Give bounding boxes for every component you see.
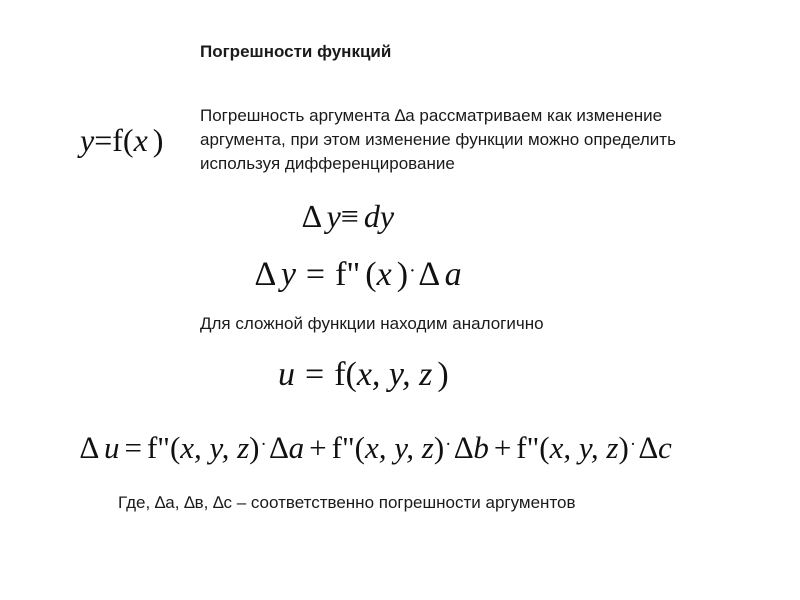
formula-c: c xyxy=(657,430,672,465)
formula-open-paren: ( xyxy=(169,430,181,465)
formula-plus: + xyxy=(309,430,327,465)
formula-open-paren: ( xyxy=(354,430,365,465)
delta-symbol: ∆ xyxy=(418,256,440,293)
formula-y-of-x xyxy=(80,124,163,156)
delta-symbol: ∆ xyxy=(639,430,658,465)
formula-open-paren: ( xyxy=(539,430,550,465)
formula-args: x, y, z xyxy=(356,356,433,393)
formula-equals: = xyxy=(94,122,113,158)
formula-close-paren: ) xyxy=(437,356,449,393)
formula-close-paren: ) xyxy=(396,256,409,293)
formula-f: f xyxy=(112,122,123,158)
multiply-dot: · xyxy=(409,260,416,282)
formula-close-paren: ) xyxy=(433,430,445,465)
formula-x: x xyxy=(133,122,148,158)
page-title: Погрешности функций xyxy=(200,42,392,61)
complex-function-note: Для сложной функции находим аналогично xyxy=(200,314,544,333)
equiv-symbol: ≡ xyxy=(340,198,359,234)
formula-f-prime: f" xyxy=(146,430,170,465)
delta-symbol: ∆ xyxy=(302,198,322,234)
formula-a: a xyxy=(288,430,305,465)
formula-close-paren: ) xyxy=(618,430,629,465)
formula-a: a xyxy=(444,256,462,293)
formula-equals: = xyxy=(305,256,326,293)
delta-symbol: ∆ xyxy=(454,430,474,465)
delta-symbol: ∆ xyxy=(80,430,99,465)
intro-line-3: используя дифференцирование xyxy=(200,154,455,173)
formula-f-prime: f" xyxy=(331,430,355,465)
formula-du-expansion xyxy=(80,432,672,463)
formula-y: y xyxy=(280,256,296,293)
formula-dy: dy xyxy=(363,198,395,234)
multiply-dot: · xyxy=(629,434,637,455)
formula-equals: = xyxy=(124,430,142,465)
formula-u: u xyxy=(278,356,295,393)
formula-open-paren: ( xyxy=(122,122,134,158)
formula-open-paren: ( xyxy=(365,256,377,293)
formula-u: u xyxy=(103,430,120,465)
delta-symbol: ∆ xyxy=(269,430,289,465)
formula-close-paren: ) xyxy=(249,430,260,465)
intro-line-2: аргумента, при этом изменение функции можно определить xyxy=(200,130,676,149)
formula-y: y xyxy=(326,198,341,234)
intro-line-1: Погрешность аргумента ∆а рассматриваем как изменение xyxy=(200,106,663,125)
formula-f-prime: f" xyxy=(335,256,361,293)
formula-y: y xyxy=(80,122,95,158)
formula-dy-equiv xyxy=(302,200,394,232)
formula-open-paren: ( xyxy=(345,356,357,393)
formula-f: f xyxy=(334,356,346,393)
formula-x: x xyxy=(376,256,392,293)
formula-plus: + xyxy=(493,430,512,465)
formula-args: x, y, z xyxy=(364,430,434,465)
formula-close-paren: ) xyxy=(152,122,164,158)
formula-u-def xyxy=(278,358,449,392)
formula-dy-expansion xyxy=(255,258,462,292)
formula-f-prime: f" xyxy=(516,430,540,465)
intro-paragraph xyxy=(200,104,780,176)
arguments-note: Где, ∆а, ∆в, ∆с – соответственно погрешности аргументов xyxy=(118,493,576,512)
formula-equals: = xyxy=(305,356,325,393)
formula-args: x, y, z xyxy=(180,430,250,465)
formula-b: b xyxy=(473,430,489,465)
multiply-dot: · xyxy=(260,434,267,455)
formula-args: x, y, z xyxy=(549,430,619,465)
multiply-dot: · xyxy=(445,434,452,455)
delta-symbol: ∆ xyxy=(255,256,276,293)
